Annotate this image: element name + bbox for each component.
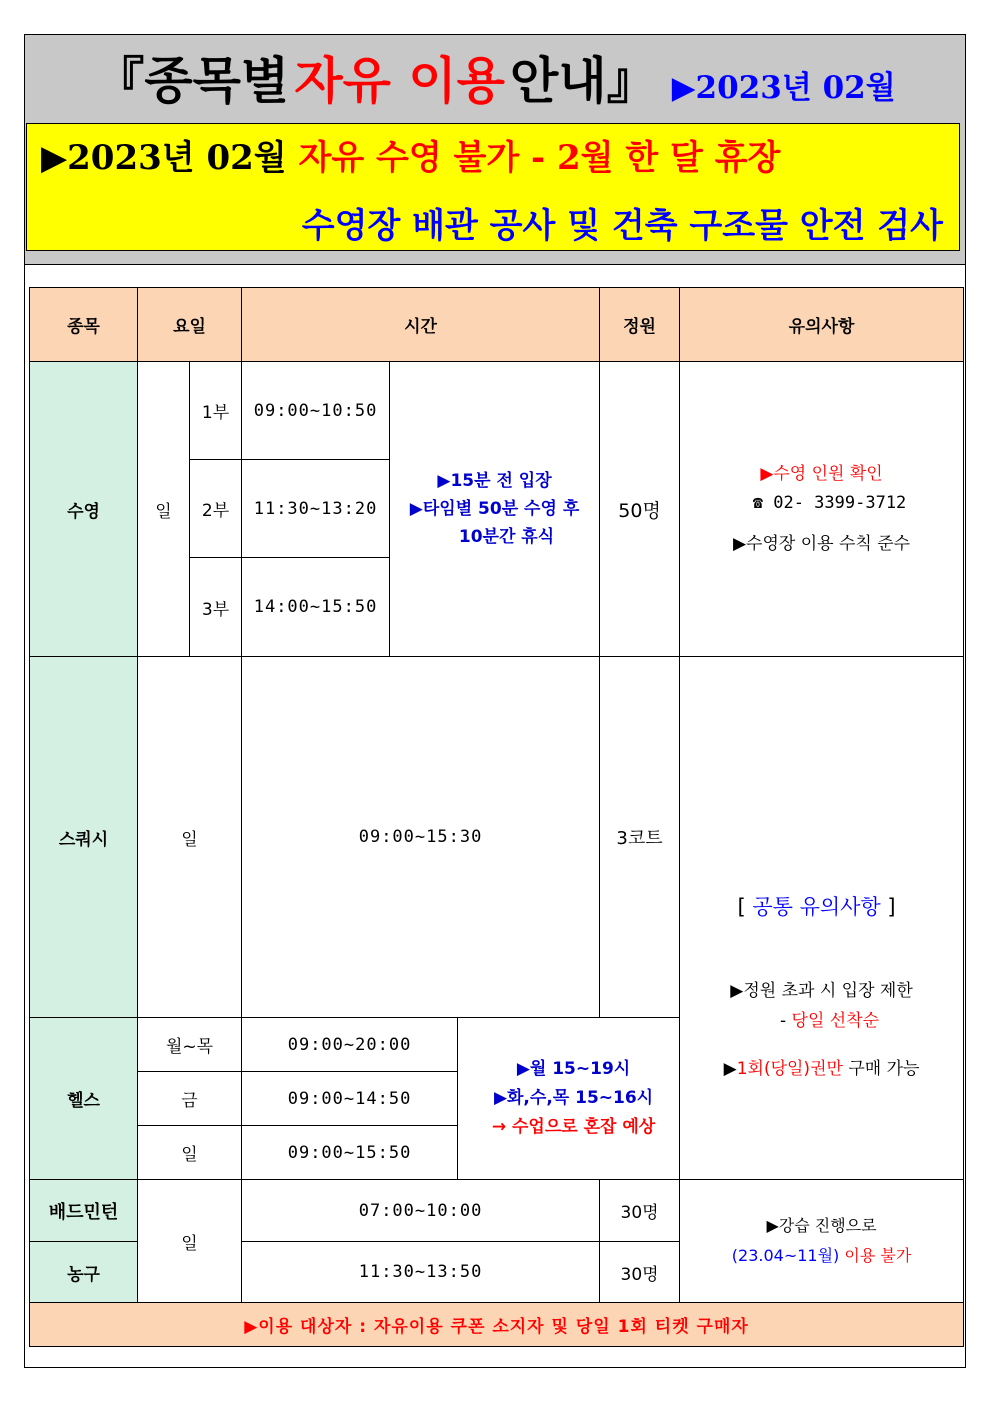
common-heading: [ 공통 유의사항 ] — [737, 895, 896, 919]
squash-day: 일 — [138, 657, 242, 1018]
page-title — [25, 41, 965, 121]
common-line-3: ▶1회(당일)권만 구매 가능 — [723, 1059, 920, 1079]
notice-closure-text: 자유 수영 불가 - 2월 한 달 휴장 — [298, 138, 781, 178]
title-part3: 안내 — [510, 51, 607, 110]
swim-entry-notes — [390, 362, 600, 657]
notice-date: ▶2023년 02월 — [41, 138, 287, 178]
health-day-1: 월~목 — [138, 1018, 242, 1072]
health-note-3: → 수업으로 혼잡 예상 — [491, 1117, 656, 1137]
swim-time-3: 14:00~15:50 — [242, 558, 390, 657]
common-cautions — [680, 657, 964, 1180]
header-day: 요일 — [138, 288, 242, 362]
health-day-3: 일 — [138, 1126, 242, 1180]
swim-cautions — [680, 362, 964, 657]
badminton-capacity: 30명 — [600, 1180, 680, 1242]
title-part1: 종목별 — [144, 51, 290, 110]
health-note-1: ▶월 15~19시 — [516, 1059, 631, 1079]
health-category: 헬스 — [30, 1018, 138, 1180]
badminton-time: 07:00~10:00 — [242, 1180, 600, 1242]
squash-capacity: 3코트 — [600, 657, 680, 1018]
title-close-bracket: 』 — [606, 51, 657, 110]
badminton-category: 배드민턴 — [30, 1180, 138, 1242]
health-note-2: ▶화,수,목 15~16시 — [493, 1088, 654, 1108]
header-category: 종목 — [30, 288, 138, 362]
common-line-1: ▶정원 초과 시 입장 제한 — [730, 981, 913, 1001]
basketball-capacity: 30명 — [600, 1242, 680, 1303]
squash-category: 스쿼시 — [30, 657, 138, 1018]
title-open-bracket: 『 — [94, 51, 145, 110]
swim-phone: ☎ 02- 3399-3712 — [752, 492, 907, 513]
basketball-category: 농구 — [30, 1242, 138, 1303]
header-row — [30, 288, 964, 362]
eligibility-footer: ▶이용 대상자 : 자유이용 쿠폰 소지자 및 당일 1회 티켓 구매자 — [30, 1303, 964, 1347]
swim-row-1 — [30, 362, 964, 460]
notice-line1 — [41, 130, 780, 179]
swim-time-1: 09:00~10:50 — [242, 362, 390, 460]
health-time-1: 09:00~20:00 — [242, 1018, 458, 1072]
schedule-table — [29, 287, 964, 1347]
closure-notice — [26, 123, 960, 251]
swim-caution-check: ▶수영 인원 확인 — [760, 463, 883, 484]
badminton-row — [30, 1180, 964, 1242]
title-year-month: ▶2023년 02월 — [671, 70, 896, 106]
swim-note-3: 10분간 휴식 — [458, 527, 555, 547]
health-time-3: 09:00~15:50 — [242, 1126, 458, 1180]
health-time-2: 09:00~14:50 — [242, 1072, 458, 1126]
swim-note-1: ▶15분 전 입장 — [437, 471, 552, 491]
common-line-2: - 당일 선착순 — [780, 1011, 880, 1031]
swim-time-2: 11:30~13:20 — [242, 460, 390, 558]
footer-row — [30, 1303, 964, 1347]
health-notes — [458, 1018, 680, 1180]
header-notes: 유의사항 — [680, 288, 964, 362]
basketball-time: 11:30~13:50 — [242, 1242, 600, 1303]
court-notes — [680, 1180, 964, 1303]
swim-part-2: 2부 — [190, 460, 242, 558]
swim-capacity: 50명 — [600, 362, 680, 657]
header-capacity: 정원 — [600, 288, 680, 362]
health-day-2: 금 — [138, 1072, 242, 1126]
squash-time: 09:00~15:30 — [242, 657, 600, 1018]
notice-line2: 수영장 배관 공사 및 건축 구조물 안전 검사 — [301, 206, 943, 246]
swim-caution-rules: ▶수영장 이용 수칙 준수 — [732, 533, 911, 554]
court-day: 일 — [138, 1180, 242, 1303]
squash-row — [30, 657, 964, 1018]
title-part2: 자유 이용 — [294, 51, 505, 110]
swim-part-3: 3부 — [190, 558, 242, 657]
swim-category: 수영 — [30, 362, 138, 657]
swim-note-2: ▶타임별 50분 수영 후 — [409, 499, 580, 519]
header-time: 시간 — [242, 288, 600, 362]
swim-part-1: 1부 — [190, 362, 242, 460]
court-note-2: (23.04~11월) 이용 불가 — [731, 1246, 912, 1265]
court-note-1: ▶강습 진행으로 — [766, 1216, 877, 1235]
swim-day: 일 — [138, 362, 190, 657]
